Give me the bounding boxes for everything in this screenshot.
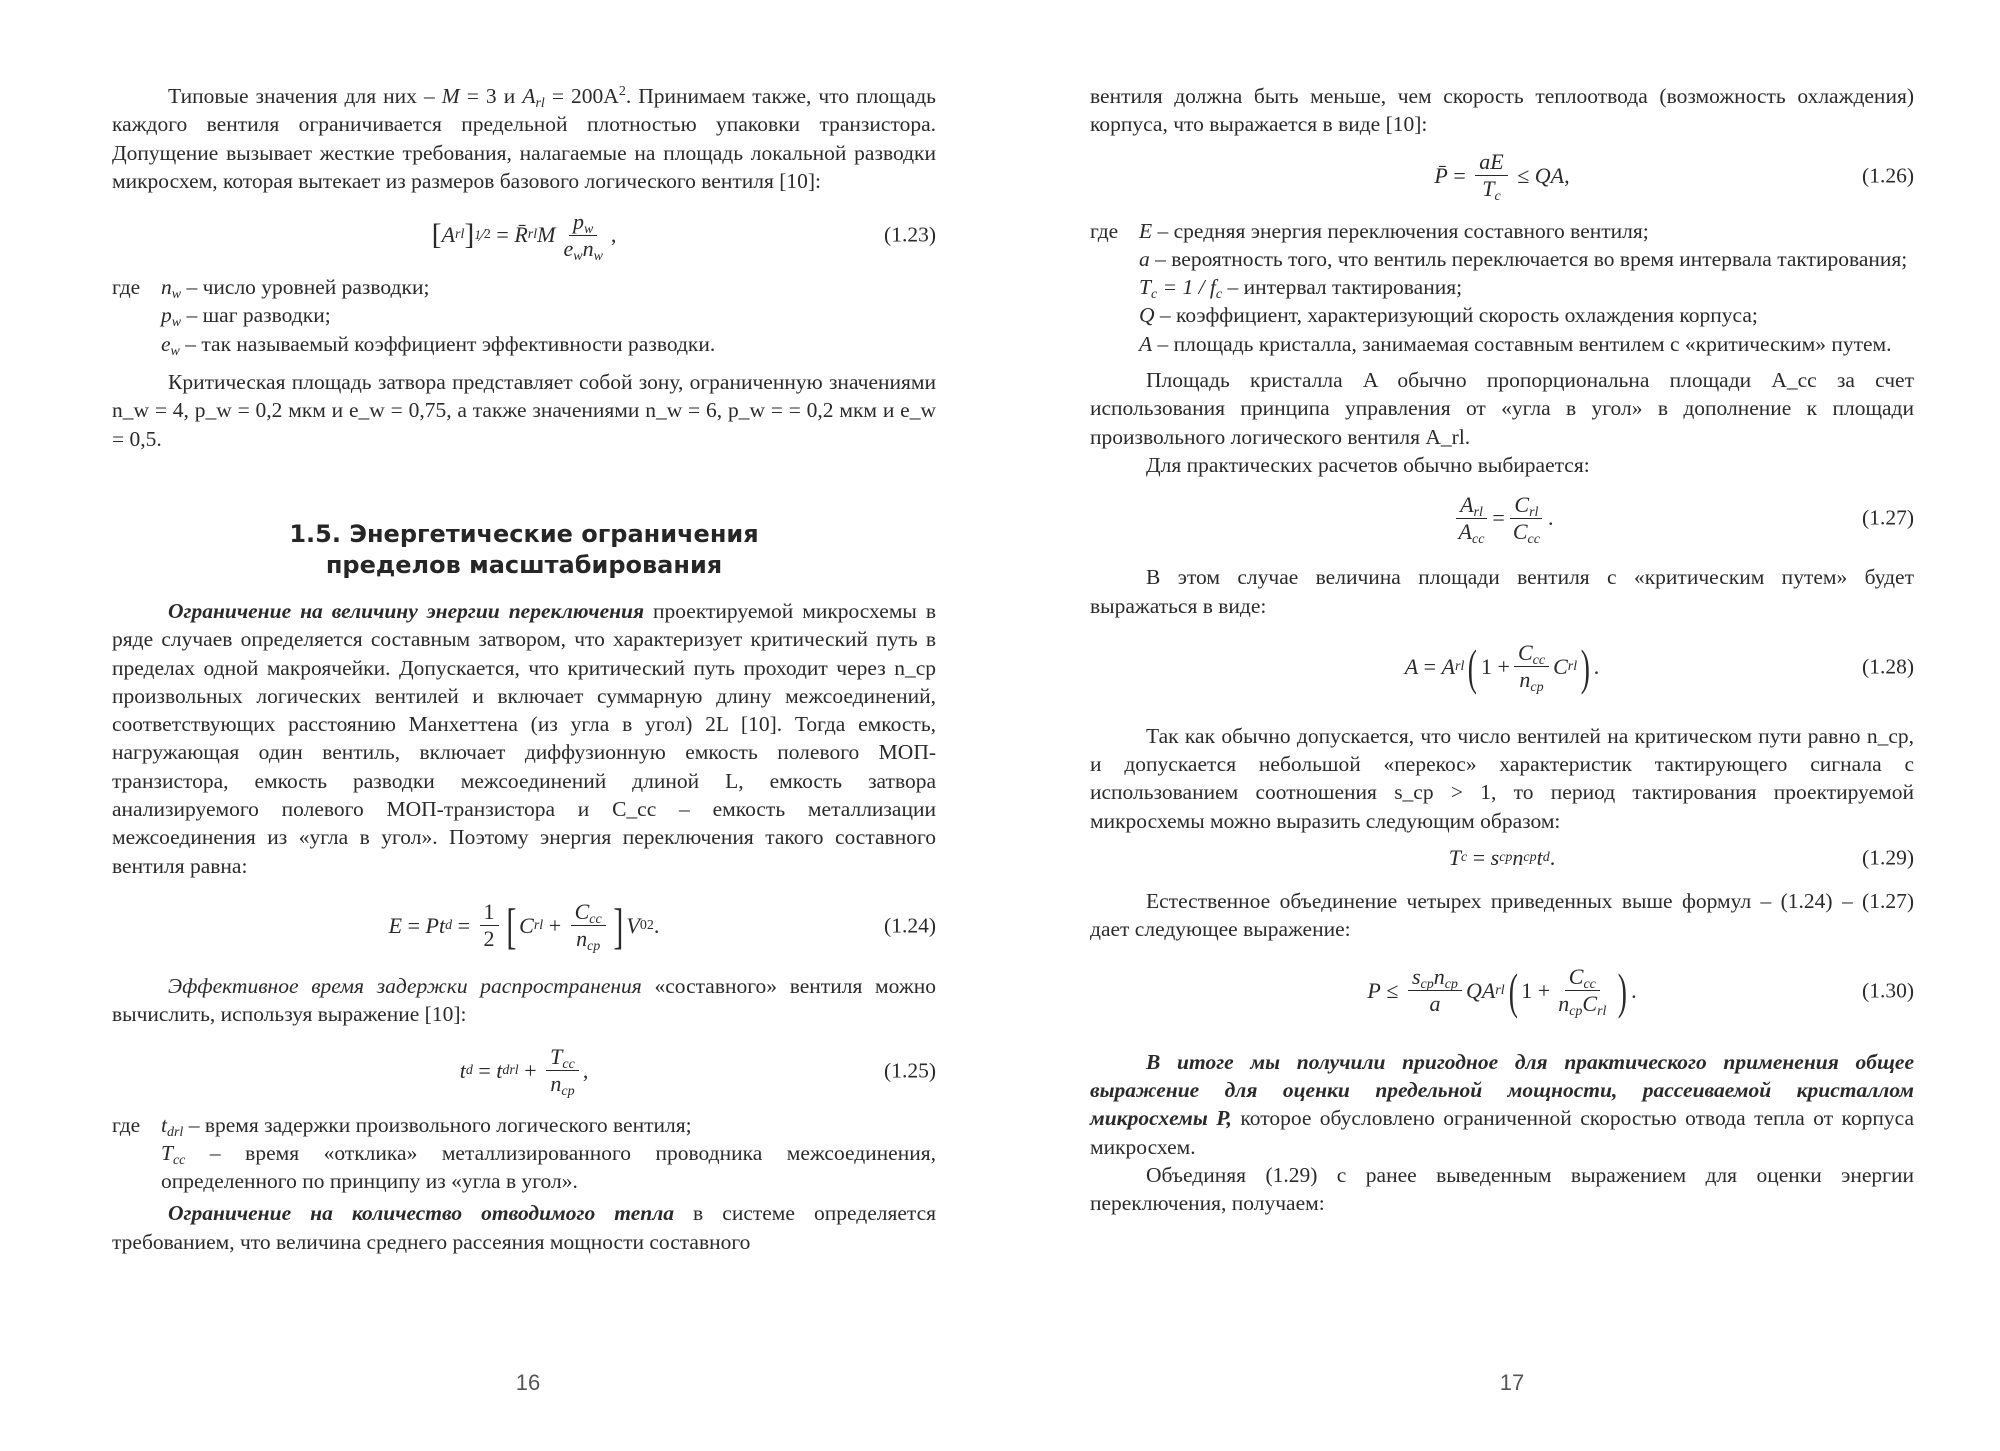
equation-1-24: E = Pt d = $\frac{1}{2}$ [ C rl + $\frac{C_{cc}}{n_{cp}}$ ] V 0 2 . (1.24) (388, 897, 936, 955)
paragraph-heat-limit: Ограничение на количество отводимого тепла в системе определяется требованием, что величина среднего рассеяния мощности составного (112, 1201, 937, 1254)
where-list-2: где $t_{drl}$ – время задержки произвольного логического вентиля; $T_{cc}$ – время «отклика» металлизированного проводника межсоединения, определенного по принципу из «угла в угол». (112, 1112, 936, 1194)
paragraph-typical-values: Типовые значения для них – M = 3 и $A_{rl} = 200A^2$. Принимаем также, что площадь каждого вентиля ограничивается предельной плотностью упаковки транзистора. Допущение вызывает жесткие требования, налагаемые на площадь локальной разводки микросхем, которая вытекает из размеров базового логического вентиля [10]: (112, 84, 936, 193)
paragraph-combining: Объединяя (1.29) с ранее выведенным выражением для оценки энергии переключения, получаем: (1090, 1162, 1914, 1216)
paragraph-crystal-area: Площадь кристалла A обычно пропорциональна площади A_cc за счет использования принципа управления от «угла в угол» в дополнение к площади произвольного логического вентиля A_rl. (1090, 368, 1914, 449)
page-number: 17 (1499, 1370, 1525, 1395)
paragraph-clock-period: Так как обычно допускается, что число вентилей на критическом пути равно n_cp, и допускается небольшой «перекос» характеристик тактирующего сигнала с использованием соотношения s_cp > 1, то период тактирования проектируемой микросхемы можно выразить следующим образом: (1090, 723, 1914, 833)
equation-number: (1.29) (1862, 845, 1914, 870)
equation-number: (1.28) (1862, 654, 1914, 679)
paragraph-conclusion: В итоге мы получили пригодное для практического применения общее выражение для оценки предельной мощности, рассеиваемой кристаллом микросхемы P, которое обусловлено ограниченной скоростью отвода тепла от корпуса микросхем. (1090, 1049, 1915, 1159)
equation-1-28: A = A rl ( 1 + $\frac{C_{cc}}{n_{cp}}$ C rl ) . (1.28) (1404, 638, 1914, 696)
equation-1-26: P̄ = $\frac{aE}{T_c}$ ≤ QA , (1.26) (1434, 149, 1914, 205)
paragraph-continuation: вентиля должна быть меньше, чем скорость теплоотвода (возможность охлаждения) корпуса, что выражается в виде [10]: (1090, 84, 1914, 137)
equation-1-23: [ A rl ] 1 ⁄ 2 = R̄ rl M $\frac{p_w}{e_wn_w}$ , (1.23) (431, 208, 936, 264)
equation-number: (1.25) (884, 1058, 936, 1083)
right-page (1000, 0, 2000, 1451)
where-list-3: где E – средняя энергия переключения составного вентиля; a – вероятность того, что вентиль переключается во время интервала тактирования; $T_c = 1 / f_c$ – интервал тактирования; Q – коэффициент, характеризующий скорость охлаждения корпуса; A – площадь кристалла, занимаемая составным вентилем с «критическим» путем. (1090, 218, 1908, 356)
equation-1-29: T c = s cp n cp t d . (1.29) (1448, 845, 1914, 871)
page-number: 16 (515, 1370, 541, 1395)
equation-number: (1.27) (1862, 505, 1914, 530)
paragraph-delay-time: Эффективное время задержки распространения «составного» вентиля можно вычислить, используя выражение [10]: (112, 973, 936, 1027)
right-column (1090, 82, 1914, 1217)
paragraph-practical: Для практических расчетов обычно выбирается: (1146, 452, 1590, 477)
equation-number: (1.30) (1862, 978, 1914, 1003)
equation-1-25: t d = t drl + $\frac{T_{cc}}{n_{cp}}$ , (1.25) (459, 1044, 936, 1100)
where-list-1: где $n_w$ – число уровней разводки; $p_w$ – шаг разводки; $e_w$ – так называемый коэффициент эффективности разводки. (112, 275, 716, 359)
equation-number: (1.26) (1862, 163, 1914, 188)
equation-number: (1.23) (884, 222, 936, 247)
section-heading: 1.5. Энергетические ограничения пределов масштабирования (289, 519, 759, 579)
paragraph-critical-area: Критическая площадь затвора представляет собой зону, ограниченную значениями n_w = 4, p_w = 0,2 мкм и e_w = 0,75, а также значениями n_w = 6, p_w = = 0,2 мкм и e_w = 0,5. (112, 370, 936, 451)
left-column (112, 82, 936, 1256)
paragraph-switching-energy: Ограничение на величину энергии переключения проектируемой микросхемы в ряде случаев определяется составным затвором, что характеризует критический путь в пределах одной макроячейки. Допускается, что критический путь проходит через n_cp произвольных логических вентилей и включает суммарную длину межсоединений, соответствующих расстоянию Манхеттена (из угла в угол) 2L [10]. Тогда емкость, нагружающая один вентиль, включает диффузионную емкость полевого МОП-транзистора, емкость разводки межсоединений длиной L, емкость затвора анализируемого полевого МОП-транзистора и C_cc – емкость металлизации межсоединения из «угла в угол». Поэтому энергия переключения такого составного вентиля равна: (112, 598, 936, 878)
equation-1-27: $\frac{A_{rl}}{A_{cc}}$ = $\frac{C_{rl}}{C_{cc}}$ . (1.27) (1090, 481, 1914, 555)
paragraph-combination: Естественное объединение четырех приведенных выше формул – (1.24) – (1.27) дает следующее выражение: (1090, 889, 1914, 942)
equation-number: (1.24) (884, 913, 936, 938)
equation-1-30: P ≤ $\frac{s_{cp}n_{cp}}{a}$ QA rl ( 1 + $\frac{C_{cc}}{n_{cp}C_{rl}}$ ) . (1.30) (1367, 962, 1914, 1020)
paragraph-gate-area: В этом случае величина площади вентиля с «критическим путем» будет выражаться в виде: (1090, 565, 1914, 618)
